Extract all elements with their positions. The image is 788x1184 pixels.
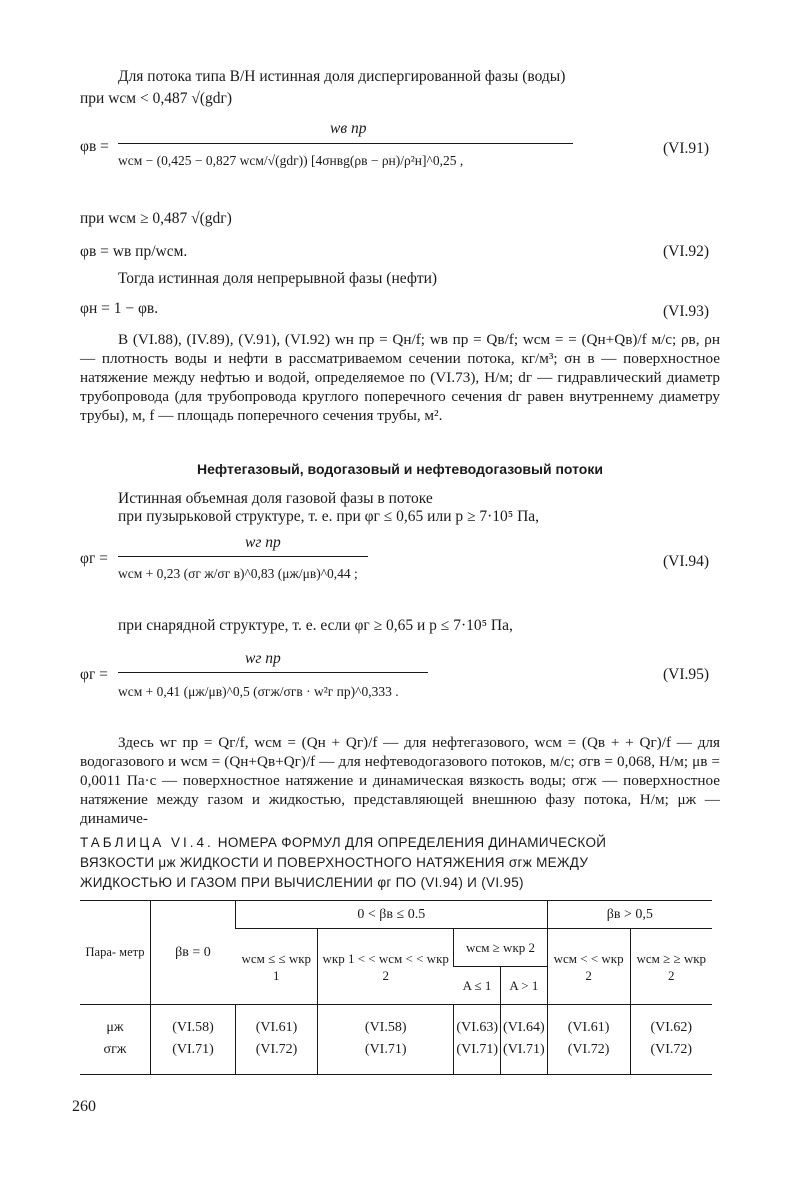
table-cell: (VI.61) — [547, 1017, 630, 1039]
eq91-numerator: wв пр — [330, 120, 367, 137]
table-caption-label: ТАБЛИЦА VI.4. — [80, 835, 214, 850]
eq95-number: (VI.95) — [663, 666, 710, 683]
eq95-lhs: φг = — [80, 666, 108, 683]
page-number: 260 — [72, 1098, 96, 1115]
eq95-denominator: wсм + 0,41 (μж/μв)^0,5 (σгж/σгв · w²г пр)^0,333 . — [118, 684, 399, 699]
table-cell: (VI.72) — [630, 1039, 712, 1061]
intro-line-2: при wсм < 0,487 √(gdг) — [80, 90, 233, 107]
eq91-fraction-bar — [118, 143, 573, 144]
table-cell: (VI.72) — [547, 1039, 630, 1061]
intro-line-1: Для потока типа В/Н истинная доля диспергированной фазы (воды) — [118, 68, 566, 85]
eq94-denominator: wсм + 0,23 (σг ж/σг в)^0,83 (μж/μв)^0,44 ; — [118, 566, 358, 581]
table-subhead-1: wсм ≤ ≤ wкр 1 — [236, 929, 318, 1005]
table-head-param: Пара- метр — [80, 901, 151, 1005]
gas-intro-line-2: при пузырьковой структуре, т. е. при φг ≤ 0,65 или p ≥ 7·10⁵ Па, — [118, 508, 540, 525]
eq92-number: (VI.92) — [663, 243, 710, 260]
eq91-number: (VI.91) — [663, 140, 710, 157]
table-caption — [80, 833, 720, 893]
table-cell: (VI.58) — [318, 1017, 454, 1039]
table-subhead-3: wсм ≥ wкр 2 — [454, 929, 547, 967]
table-row — [80, 1017, 712, 1039]
eq91-denominator: wсм − (0,425 − 0,827 wсм/√(gdг)) [4σнвg(ρв − ρн)/ρ²н]^0,25 , — [118, 153, 464, 168]
eq92-formula: φв = wв пр/wсм. — [80, 243, 188, 260]
table-cell-param: μж — [106, 1019, 124, 1035]
table-row — [80, 1039, 712, 1061]
table-cell: (VI.71) — [151, 1039, 236, 1061]
eq95-numerator: wг пр — [245, 650, 281, 667]
eq94-lhs: φг = — [80, 550, 108, 567]
table-cell: (VI.71) — [318, 1039, 454, 1061]
table-caption-line-3: ЖИДКОСТЬЮ И ГАЗОМ ПРИ ВЫЧИСЛЕНИИ φг ПО (VI.94) И (VI.95) — [80, 875, 524, 890]
table-cell: (VI.58) — [151, 1017, 236, 1039]
eq95-fraction-bar — [118, 672, 428, 673]
definitions-paragraph: В (VI.88), (IV.89), (V.91), (VI.92) wн пр = Qн/f; wв пр = Qв/f; wсм = = (Qн+Qв)/f м/с; ρв, ρн — плотность воды и нефти в рассматриваемом сечении потока, кг/м³; σн в — поверхностное натяжение между нефтью и водой, определяемое по (VI.73), Н/м; dг — гидравлический диаметр трубопровода (для трубопровода круглого поперечного сечения dг равен внутреннему диаметру трубы), м, f — площадь поперечного сечения трубы, м². — [80, 331, 720, 424]
eq94-fraction-bar — [118, 556, 368, 557]
eq93-number: (VI.93) — [663, 303, 710, 320]
formula-table — [80, 900, 712, 1075]
table-head-a-le-1: A ≤ 1 — [454, 967, 501, 1005]
gas-intro-line-1: Истинная объемная доля газовой фазы в потоке — [118, 490, 433, 507]
table-cell: (VI.62) — [630, 1017, 712, 1039]
table-subhead-4: wсм < < wкр 2 — [547, 929, 630, 1005]
table-subhead-2: wкр 1 < < wсм < < wкр 2 — [318, 929, 454, 1005]
table-caption-line-1: НОМЕРА ФОРМУЛ ДЛЯ ОПРЕДЕЛЕНИЯ ДИНАМИЧЕСКОЙ — [217, 835, 607, 850]
here-paragraph: Здесь wг пр = Qг/f, wсм = (Qн + Qг)/f — для нефтегазового, wсм = (Qв + + Qг)/f — для водогазового и wсм = (Qн+Qв+Qг)/f — для нефтеводогазового потоков, м/с; σгв = 0,068, Н/м; μв = 0,0011 Па·с — поверхностное натяжение и динамическая вязкость воды; σгж — поверхностное натяжение между газом и жидкостью, представляющей внешнюю фазу потока, Н/м; μж — динамиче- — [80, 734, 720, 827]
table-cell: (VI.71) — [454, 1039, 501, 1061]
table-cell: (VI.64) — [501, 1017, 548, 1039]
eq94-number: (VI.94) — [663, 553, 710, 570]
table-cell-param: σгж — [103, 1041, 127, 1057]
eq94-numerator: wг пр — [245, 534, 281, 551]
table-cell: (VI.61) — [236, 1017, 318, 1039]
table-caption-line-2: ВЯЗКОСТИ μж ЖИДКОСТИ И ПОВЕРХНОСТНОГО НАТЯЖЕНИЯ σгж МЕЖДУ — [80, 855, 589, 870]
eq92-condition: при wсм ≥ 0,487 √(gdг) — [80, 210, 232, 227]
table-cell: (VI.72) — [236, 1039, 318, 1061]
table-head-group1: 0 < βв ≤ 0.5 — [236, 901, 548, 929]
table-head-a-gt-1: A > 1 — [501, 967, 548, 1005]
eq93-formula: φн = 1 − φв. — [80, 300, 159, 317]
table-head-beta0: βв = 0 — [151, 901, 236, 1005]
eq91-lhs: φв = — [80, 138, 109, 155]
table-subhead-5: wсм ≥ ≥ wкр 2 — [630, 929, 712, 1005]
table-cell: (VI.63) — [454, 1017, 501, 1039]
then-text: Тогда истинная доля непрерывной фазы (нефти) — [118, 270, 438, 287]
section-heading: Нефтегазовый, водогазовый и нефтеводогазовый потоки — [197, 461, 603, 477]
table-cell: (VI.71) — [501, 1039, 548, 1061]
slug-intro: при снарядной структуре, т. е. если φг ≥ 0,65 и p ≤ 7·10⁵ Па, — [118, 617, 513, 634]
table-head-group2: βв > 0,5 — [547, 901, 712, 929]
